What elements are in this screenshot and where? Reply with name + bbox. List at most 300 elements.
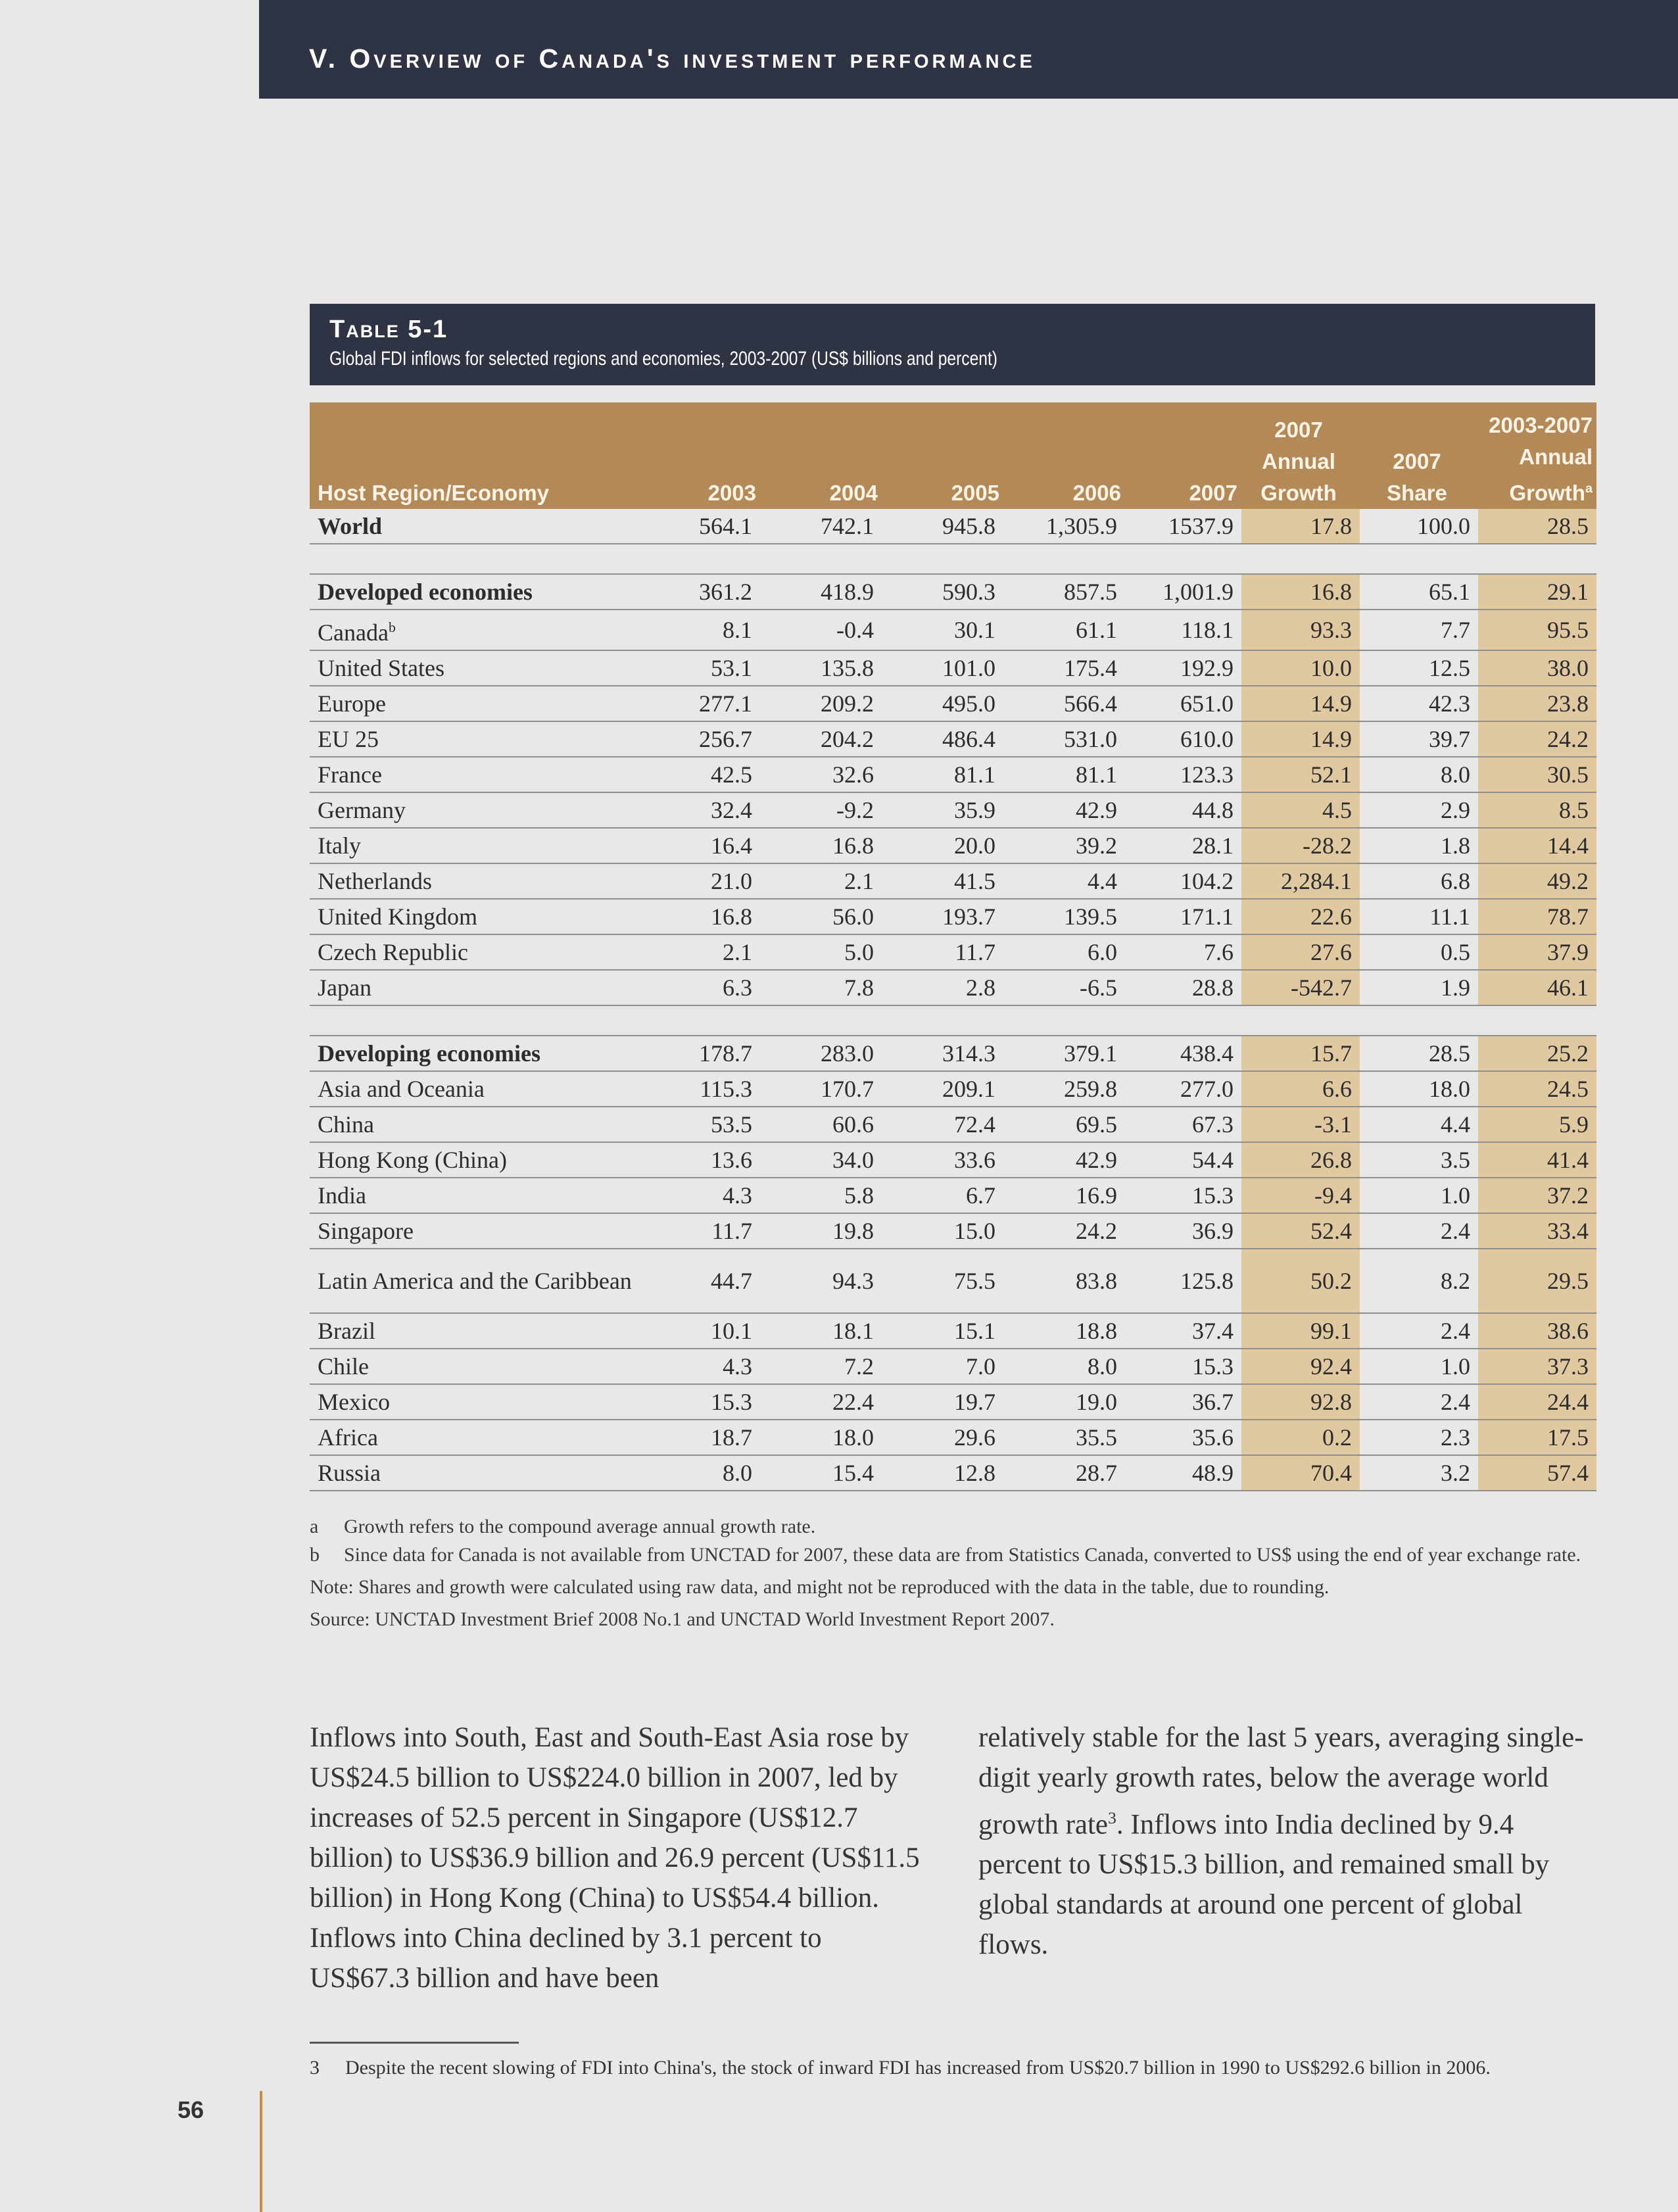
row-label (310, 1071, 645, 1107)
cell-2007: 125.8 (1125, 1249, 1241, 1313)
cell-annual-growth: 10.0 (1241, 650, 1360, 686)
col-header-cagr-l1: 2003-2007 (1489, 413, 1593, 437)
cell-2006: 531.0 (1003, 721, 1125, 757)
table-label: Table 5-1 (329, 316, 448, 343)
cell-2005: 495.0 (882, 686, 1003, 721)
cell-2006: 857.5 (1003, 574, 1125, 610)
cell-2004: 19.8 (760, 1213, 882, 1249)
cell-share-2007: 0.5 (1360, 934, 1478, 970)
row-label-text: EU 25 (318, 726, 379, 752)
cell-share-2007: 7.7 (1360, 610, 1478, 650)
cell-annual-growth: 15.7 (1241, 1036, 1360, 1071)
cell-2007: 192.9 (1125, 650, 1241, 686)
cell-2003: 4.3 (645, 1349, 760, 1384)
cell-share-2007: 2.3 (1360, 1420, 1478, 1455)
cell-2004: 204.2 (760, 721, 882, 757)
row-label (310, 1142, 645, 1178)
row-label (310, 1384, 645, 1420)
cell-annual-growth: 0.2 (1241, 1420, 1360, 1455)
cell-2005: 314.3 (882, 1036, 1003, 1071)
cell-share-2007: 100.0 (1360, 509, 1478, 544)
cell-2006: 4.4 (1003, 863, 1125, 899)
cell-2003: 32.4 (645, 792, 760, 828)
cell-2005: 35.9 (882, 792, 1003, 828)
cell-share-2007: 12.5 (1360, 650, 1478, 686)
row-label (310, 686, 645, 721)
cell-2003: 8.0 (645, 1455, 760, 1491)
col-header-cagr-l3 (1478, 473, 1593, 509)
row-label (310, 1249, 645, 1313)
row-label-text: Europe (318, 690, 386, 717)
row-label-text: Mexico (318, 1389, 390, 1415)
row-label (310, 1349, 645, 1384)
cell-2003: 15.3 (645, 1384, 760, 1420)
cell-2006: 39.2 (1003, 828, 1125, 863)
cell-annual-growth: -542.7 (1241, 970, 1360, 1005)
fdi-table (310, 402, 1596, 1491)
footnote-3 (310, 2054, 1598, 2082)
cell-2004: 32.6 (760, 757, 882, 792)
cell-2006: 379.1 (1003, 1036, 1125, 1071)
row-label (310, 1313, 645, 1349)
cell-2003: 256.7 (645, 721, 760, 757)
cell-share-2007: 3.2 (1360, 1455, 1478, 1491)
row-label (310, 610, 645, 650)
cell-2007: 44.8 (1125, 792, 1241, 828)
row-label (310, 1178, 645, 1213)
col-header-2004: 2004 (760, 402, 882, 509)
cell-annual-growth: 22.6 (1241, 899, 1360, 934)
table-row (310, 1071, 1596, 1107)
row-label (310, 509, 645, 544)
row-label-text: Netherlands (318, 868, 432, 894)
chapter-title: V. Overview of Canada's investment performance (309, 43, 1036, 74)
cell-annual-growth: 52.1 (1241, 757, 1360, 792)
note-a (310, 1512, 1598, 1541)
cell-2003: 44.7 (645, 1249, 760, 1313)
cell-2005: 33.6 (882, 1142, 1003, 1178)
cell-2003: 2.1 (645, 934, 760, 970)
table-row (310, 828, 1596, 863)
cell-2004: 56.0 (760, 899, 882, 934)
row-label-text: World (318, 513, 383, 539)
body-footnote-ref: 3 (1108, 1808, 1116, 1827)
cell-2003: 4.3 (645, 1178, 760, 1213)
cell-2007: 15.3 (1125, 1349, 1241, 1384)
cell-share-2007: 65.1 (1360, 574, 1478, 610)
row-label-text: United Kingdom (318, 903, 477, 930)
table-row (310, 1213, 1596, 1249)
row-label (310, 970, 645, 1005)
cell-cagr-2003-2007: 57.4 (1478, 1455, 1596, 1491)
cell-2006: -6.5 (1003, 970, 1125, 1005)
cell-annual-growth: 93.3 (1241, 610, 1360, 650)
cell-2003: 42.5 (645, 757, 760, 792)
cell-2003: 18.7 (645, 1420, 760, 1455)
cell-2005: 2.8 (882, 970, 1003, 1005)
cell-2004: 18.1 (760, 1313, 882, 1349)
cell-cagr-2003-2007: 29.1 (1478, 574, 1596, 610)
cell-2003: 16.4 (645, 828, 760, 863)
cell-annual-growth: 6.6 (1241, 1071, 1360, 1107)
cell-2003: 8.1 (645, 610, 760, 650)
table-row (310, 650, 1596, 686)
row-label-text: Brazil (318, 1318, 375, 1344)
row-label-text: Developing economies (318, 1040, 540, 1067)
row-label (310, 934, 645, 970)
cell-2005: 29.6 (882, 1420, 1003, 1455)
cell-annual-growth: -28.2 (1241, 828, 1360, 863)
footnote-rule (310, 2042, 519, 2044)
cell-2006: 175.4 (1003, 650, 1125, 686)
cell-2006: 139.5 (1003, 899, 1125, 934)
table-row (310, 1384, 1596, 1420)
cell-2007: 48.9 (1125, 1455, 1241, 1491)
footnote-mark: 3 (310, 2057, 320, 2079)
col-header-growth-l1: 2007 (1274, 418, 1323, 442)
col-header-2005: 2005 (882, 402, 1003, 509)
data-table (310, 402, 1596, 1491)
cell-2006: 35.5 (1003, 1420, 1125, 1455)
col-header-cagr-l2: Annual (1519, 445, 1593, 469)
cell-share-2007: 8.0 (1360, 757, 1478, 792)
table-row (310, 721, 1596, 757)
cell-2003: 10.1 (645, 1313, 760, 1349)
cell-cagr-2003-2007: 78.7 (1478, 899, 1596, 934)
col-header-growth (1241, 402, 1360, 509)
cell-share-2007: 6.8 (1360, 863, 1478, 899)
cell-2003: 13.6 (645, 1142, 760, 1178)
body-col2-text-a: relatively stable for the last 5 years, averaging single-digit yearly growth rates, below the average world growth rate (978, 1722, 1584, 1840)
cell-cagr-2003-2007: 28.5 (1478, 509, 1596, 544)
cell-2004: -9.2 (760, 792, 882, 828)
cell-2007: 171.1 (1125, 899, 1241, 934)
cell-share-2007: 3.5 (1360, 1142, 1478, 1178)
col-header-region: Host Region/Economy (310, 402, 645, 509)
cell-cagr-2003-2007: 8.5 (1478, 792, 1596, 828)
cell-2007: 54.4 (1125, 1142, 1241, 1178)
spacer-cell (310, 544, 1596, 574)
cell-share-2007: 28.5 (1360, 1036, 1478, 1071)
cell-share-2007: 11.1 (1360, 899, 1478, 934)
cell-2004: 22.4 (760, 1384, 882, 1420)
row-label-text: Germany (318, 797, 406, 823)
cell-cagr-2003-2007: 49.2 (1478, 863, 1596, 899)
spacer-cell (310, 1005, 1596, 1036)
cell-share-2007: 42.3 (1360, 686, 1478, 721)
cell-2006: 81.1 (1003, 757, 1125, 792)
cell-2005: 12.8 (882, 1455, 1003, 1491)
cell-annual-growth: -3.1 (1241, 1107, 1360, 1142)
cell-cagr-2003-2007: 38.6 (1478, 1313, 1596, 1349)
table-row (310, 1107, 1596, 1142)
cell-2005: 15.1 (882, 1313, 1003, 1349)
cell-cagr-2003-2007: 33.4 (1478, 1213, 1596, 1249)
table-row (310, 574, 1596, 610)
cell-2007: 36.7 (1125, 1384, 1241, 1420)
cell-share-2007: 2.9 (1360, 792, 1478, 828)
cell-share-2007: 39.7 (1360, 721, 1478, 757)
cell-cagr-2003-2007: 95.5 (1478, 610, 1596, 650)
row-label-text: United States (318, 655, 444, 681)
cell-2007: 15.3 (1125, 1178, 1241, 1213)
cell-2006: 19.0 (1003, 1384, 1125, 1420)
cell-annual-growth: 92.4 (1241, 1349, 1360, 1384)
cell-annual-growth: 92.8 (1241, 1384, 1360, 1420)
cell-annual-growth: 2,284.1 (1241, 863, 1360, 899)
cell-2003: 11.7 (645, 1213, 760, 1249)
cell-2004: 2.1 (760, 863, 882, 899)
cell-cagr-2003-2007: 37.9 (1478, 934, 1596, 970)
cell-2004: 283.0 (760, 1036, 882, 1071)
cell-2005: 101.0 (882, 650, 1003, 686)
cell-2004: 7.2 (760, 1349, 882, 1384)
row-label-text: France (318, 761, 382, 788)
cell-2007: 118.1 (1125, 610, 1241, 650)
cell-2006: 6.0 (1003, 934, 1125, 970)
cell-2004: 5.0 (760, 934, 882, 970)
cell-2006: 259.8 (1003, 1071, 1125, 1107)
cell-2004: 94.3 (760, 1249, 882, 1313)
cagr-footnote-mark: a (1585, 481, 1593, 496)
table-notes (310, 1512, 1598, 1633)
page-accent-rule (260, 2091, 262, 2212)
cell-2003: 6.3 (645, 970, 760, 1005)
col-header-2007: 2007 (1125, 402, 1241, 509)
cell-2007: 277.0 (1125, 1071, 1241, 1107)
cell-share-2007: 2.4 (1360, 1313, 1478, 1349)
cell-annual-growth: 16.8 (1241, 574, 1360, 610)
cell-annual-growth: 70.4 (1241, 1455, 1360, 1491)
cell-2004: 209.2 (760, 686, 882, 721)
table-row (310, 1142, 1596, 1178)
cell-2006: 8.0 (1003, 1349, 1125, 1384)
cell-2006: 28.7 (1003, 1455, 1125, 1491)
row-label-text: India (318, 1182, 366, 1209)
table-row (310, 899, 1596, 934)
cell-2007: 651.0 (1125, 686, 1241, 721)
row-label (310, 1107, 645, 1142)
row-label-text: Czech Republic (318, 939, 468, 965)
table-row (310, 863, 1596, 899)
cell-share-2007: 8.2 (1360, 1249, 1478, 1313)
table-body (310, 509, 1596, 1491)
cell-2003: 21.0 (645, 863, 760, 899)
cell-2004: 15.4 (760, 1455, 882, 1491)
cell-2007: 610.0 (1125, 721, 1241, 757)
row-label (310, 574, 645, 610)
note-a-mark: a (310, 1516, 319, 1537)
cell-annual-growth: 17.8 (1241, 509, 1360, 544)
cell-2007: 35.6 (1125, 1420, 1241, 1455)
cell-2005: 72.4 (882, 1107, 1003, 1142)
note-b (310, 1541, 1598, 1569)
cell-2007: 1537.9 (1125, 509, 1241, 544)
cell-2006: 83.8 (1003, 1249, 1125, 1313)
cell-2004: 170.7 (760, 1071, 882, 1107)
table-row (310, 686, 1596, 721)
cell-annual-growth: 27.6 (1241, 934, 1360, 970)
row-label (310, 792, 645, 828)
cell-share-2007: 1.0 (1360, 1178, 1478, 1213)
table-row (310, 970, 1596, 1005)
cell-annual-growth: 14.9 (1241, 721, 1360, 757)
cell-2005: 20.0 (882, 828, 1003, 863)
cell-2007: 1,001.9 (1125, 574, 1241, 610)
row-label-text: Italy (318, 832, 361, 859)
row-label-text: Canada (318, 619, 389, 646)
cell-2007: 104.2 (1125, 863, 1241, 899)
col-header-growth-l3: Growth (1260, 481, 1337, 505)
cell-cagr-2003-2007: 38.0 (1478, 650, 1596, 686)
cell-2004: 18.0 (760, 1420, 882, 1455)
cell-annual-growth: 50.2 (1241, 1249, 1360, 1313)
cell-cagr-2003-2007: 37.3 (1478, 1349, 1596, 1384)
cell-cagr-2003-2007: 14.4 (1478, 828, 1596, 863)
cell-cagr-2003-2007: 46.1 (1478, 970, 1596, 1005)
table-caption: Global FDI inflows for selected regions and economies, 2003-2007 (US$ billions and percent) (329, 348, 997, 370)
cell-2004: 418.9 (760, 574, 882, 610)
cell-2007: 36.9 (1125, 1213, 1241, 1249)
cell-annual-growth: 99.1 (1241, 1313, 1360, 1349)
cell-2003: 53.1 (645, 650, 760, 686)
row-label (310, 650, 645, 686)
table-header-row (310, 402, 1596, 509)
table-row (310, 1455, 1596, 1491)
cell-2006: 42.9 (1003, 792, 1125, 828)
cell-2006: 566.4 (1003, 686, 1125, 721)
cagr-l3-text: Growth (1509, 481, 1585, 505)
body-col2-text-b: . Inflows into India declined by 9.4 percent to US$15.3 billion, and remained small by global standards at around one percent of global flows. (978, 1809, 1550, 1961)
row-label-text: Latin America and the Caribbean (318, 1268, 632, 1294)
row-label-text: Singapore (318, 1218, 414, 1244)
cell-2005: 15.0 (882, 1213, 1003, 1249)
cell-annual-growth: -9.4 (1241, 1178, 1360, 1213)
cell-2006: 42.9 (1003, 1142, 1125, 1178)
cell-2003: 178.7 (645, 1036, 760, 1071)
cell-share-2007: 2.4 (1360, 1213, 1478, 1249)
row-label (310, 863, 645, 899)
cell-share-2007: 1.9 (1360, 970, 1478, 1005)
chapter-banner (259, 0, 1678, 99)
cell-2004: 5.8 (760, 1178, 882, 1213)
row-label-text: Chile (318, 1353, 369, 1380)
col-header-2006: 2006 (1003, 402, 1125, 509)
cell-annual-growth: 26.8 (1241, 1142, 1360, 1178)
cell-annual-growth: 52.4 (1241, 1213, 1360, 1249)
cell-share-2007: 4.4 (1360, 1107, 1478, 1142)
cell-2003: 277.1 (645, 686, 760, 721)
cell-2007: 438.4 (1125, 1036, 1241, 1071)
table-row (310, 610, 1596, 650)
cell-2007: 28.1 (1125, 828, 1241, 863)
cell-2005: 7.0 (882, 1349, 1003, 1384)
cell-2007: 7.6 (1125, 934, 1241, 970)
table-row (310, 1313, 1596, 1349)
cell-annual-growth: 4.5 (1241, 792, 1360, 828)
row-label-text: Developed economies (318, 579, 533, 605)
note-source: Source: UNCTAD Investment Brief 2008 No.1 and UNCTAD World Investment Report 2007. (310, 1608, 1055, 1630)
cell-2005: 6.7 (882, 1178, 1003, 1213)
row-label (310, 1213, 645, 1249)
cell-2005: 945.8 (882, 509, 1003, 544)
cell-2004: 742.1 (760, 509, 882, 544)
cell-2003: 564.1 (645, 509, 760, 544)
table-row (310, 792, 1596, 828)
cell-cagr-2003-2007: 30.5 (1478, 757, 1596, 792)
col-header-growth-l2: Annual (1262, 449, 1335, 473)
spacer-row (310, 1005, 1596, 1036)
cell-annual-growth: 14.9 (1241, 686, 1360, 721)
table-title-box (310, 304, 1595, 385)
spacer-row (310, 544, 1596, 574)
cell-share-2007: 1.8 (1360, 828, 1478, 863)
cell-2005: 486.4 (882, 721, 1003, 757)
cell-2003: 16.8 (645, 899, 760, 934)
row-label-text: China (318, 1111, 374, 1138)
col-header-2003: 2003 (645, 402, 760, 509)
cell-2006: 16.9 (1003, 1178, 1125, 1213)
row-label (310, 1455, 645, 1491)
cell-2004: 135.8 (760, 650, 882, 686)
table-row (310, 1249, 1596, 1313)
col-header-share: 2007 Share (1360, 402, 1478, 509)
cell-2006: 1,305.9 (1003, 509, 1125, 544)
row-label-text: Africa (318, 1424, 378, 1451)
cell-cagr-2003-2007: 24.5 (1478, 1071, 1596, 1107)
row-label (310, 1036, 645, 1071)
table-row (310, 934, 1596, 970)
row-label (310, 1420, 645, 1455)
cell-2005: 19.7 (882, 1384, 1003, 1420)
cell-share-2007: 1.0 (1360, 1349, 1478, 1384)
cell-2006: 18.8 (1003, 1313, 1125, 1349)
cell-2005: 30.1 (882, 610, 1003, 650)
cell-2005: 11.7 (882, 934, 1003, 970)
note-a-text: Growth refers to the compound average annual growth rate. (344, 1516, 816, 1537)
row-label-text: Hong Kong (China) (318, 1147, 507, 1173)
cell-cagr-2003-2007: 5.9 (1478, 1107, 1596, 1142)
cell-2003: 361.2 (645, 574, 760, 610)
table-row (310, 1036, 1596, 1071)
row-label (310, 721, 645, 757)
cell-2007: 28.8 (1125, 970, 1241, 1005)
cell-2004: 7.8 (760, 970, 882, 1005)
cell-cagr-2003-2007: 17.5 (1478, 1420, 1596, 1455)
body-column-2 (978, 1718, 1596, 1965)
cell-2003: 115.3 (645, 1071, 760, 1107)
cell-2006: 69.5 (1003, 1107, 1125, 1142)
cell-2004: 60.6 (760, 1107, 882, 1142)
cell-cagr-2003-2007: 23.8 (1478, 686, 1596, 721)
body-column-1 (310, 1718, 921, 1998)
cell-2005: 590.3 (882, 574, 1003, 610)
cell-2005: 193.7 (882, 899, 1003, 934)
cell-2005: 81.1 (882, 757, 1003, 792)
table-row (310, 509, 1596, 544)
row-label (310, 828, 645, 863)
cell-share-2007: 18.0 (1360, 1071, 1478, 1107)
row-footnote-mark: b (388, 619, 396, 635)
cell-2006: 61.1 (1003, 610, 1125, 650)
cell-2004: 16.8 (760, 828, 882, 863)
cell-2006: 24.2 (1003, 1213, 1125, 1249)
cell-2007: 37.4 (1125, 1313, 1241, 1349)
cell-2003: 53.5 (645, 1107, 760, 1142)
col-header-cagr (1478, 402, 1596, 509)
body-col1-text: Inflows into South, East and South-East Asia rose by US$24.5 billion to US$224.0 billion in 2007, led by increases of 52.5 percent in Singapore (US$12.7 billion) to US$36.9 billion and 26.9 percent (US$11.5 billion) in Hong Kong (China) to US$54.4 billion. Inflows into China declined by 3.1 percent to US$67.3 billion and have been (310, 1722, 920, 1994)
cell-2005: 209.1 (882, 1071, 1003, 1107)
